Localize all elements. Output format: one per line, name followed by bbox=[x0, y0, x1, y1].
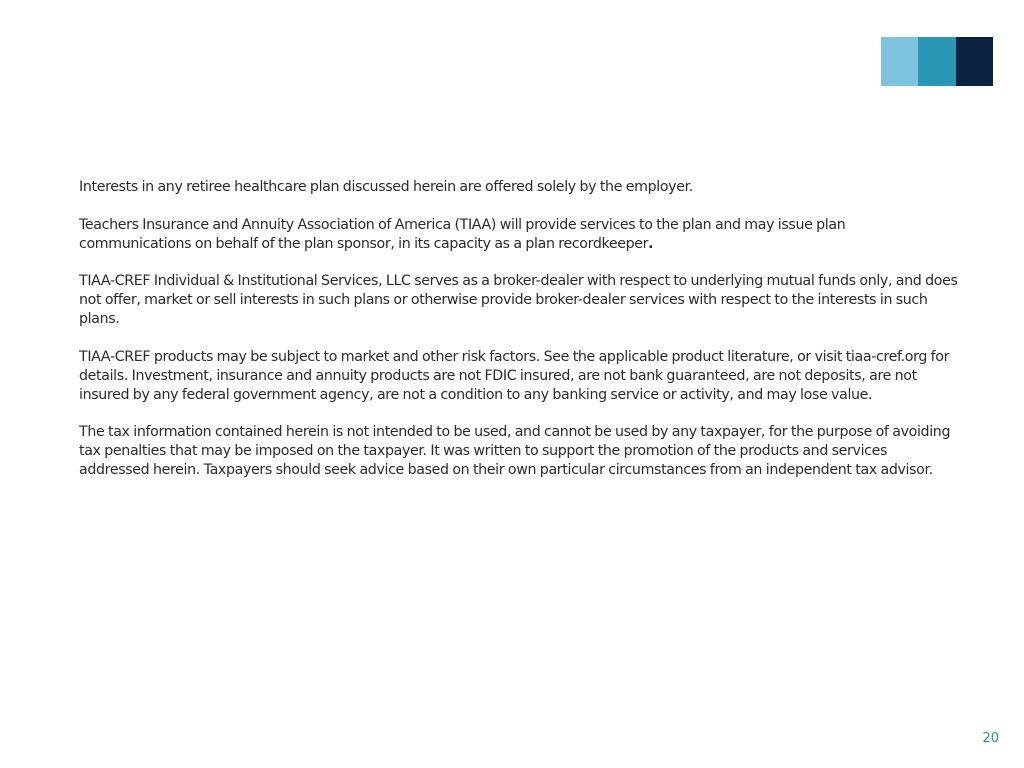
brand-block-teal bbox=[918, 37, 955, 86]
disclosure-paragraph-5: The tax information contained herein is not intended to be used, and cannot be used by any taxpayer, for the purpose of avoiding tax penalties that may be imposed on the taxpayer. It was written to support the promotion of the products and services addressed herein. Taxpayers should seek advice based on their own particular circumstances from an independent tax advisor. bbox=[79, 424, 951, 478]
disclosure-paragraph-1: Interests in any retiree healthcare plan discussed herein are offered solely by the employer. bbox=[79, 179, 693, 195]
disclosure-paragraph-4: TIAA-CREF products may be subject to market and other risk factors. See the applicable product literature, or visit tiaa-cref.org for details. Investment, insurance and annuity products are not FDIC insured, are not bank guaranteed, are not deposits, are not insured by any federal government agency, are not a condition to any banking service or activity, and may lose value. bbox=[79, 348, 950, 403]
disclosure-paragraph-2 bbox=[79, 216, 959, 254]
disclosure-paragraph-2-period: . bbox=[648, 235, 654, 252]
brand-block-navy bbox=[956, 37, 993, 86]
disclosure-paragraph-2-text: Teachers Insurance and Annuity Association of America (TIAA) will provide services to the plan and may issue plan communications on behalf of the plan sponsor, in its capacity as a plan recordkeeper bbox=[79, 216, 846, 252]
disclosure-paragraph-3: TIAA-CREF Individual & Institutional Services, LLC serves as a broker-dealer with respect to underlying mutual funds only, and does not offer, market or sell interests in such plans or otherwise provide broker-dealer services with respect to the interests in such plans. bbox=[79, 273, 958, 327]
brand-color-blocks bbox=[881, 37, 993, 86]
disclosure-text bbox=[79, 178, 959, 480]
page-number: 20 bbox=[982, 731, 999, 746]
brand-block-light-blue bbox=[881, 37, 918, 86]
